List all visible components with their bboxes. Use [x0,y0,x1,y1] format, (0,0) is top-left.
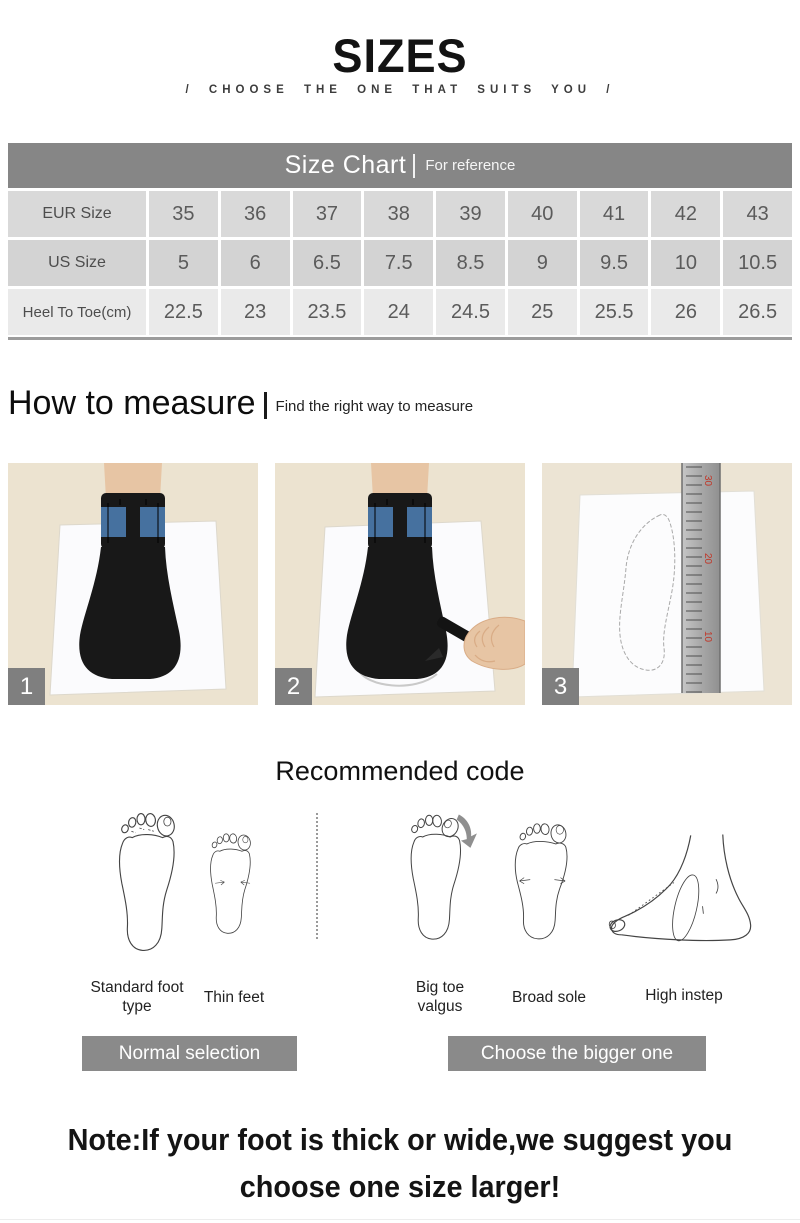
how-to-measure-title: How to measure [8,384,256,422]
foot-type-label-broad: Broad sole [511,989,587,1006]
bottom-divider [0,1219,800,1220]
size-chart-cell: 24 [364,289,433,335]
table-row [8,240,792,286]
size-chart-cell: 35 [149,191,218,237]
size-chart-title: Size Chart [284,151,407,179]
measure-step-photo-3 [542,463,792,705]
size-chart-cell: 22.5 [149,289,218,335]
size-chart-cell: 39 [436,191,505,237]
standard-foot-diagram [105,808,193,960]
size-chart-cell: 26 [651,289,720,335]
size-note-line2: choose one size larger! [239,1169,561,1204]
size-chart [8,143,792,340]
page-title: SIZES [332,29,468,82]
foot-type-label-instep: High instep [645,987,723,1004]
how-to-measure-heading [8,384,473,423]
size-chart-cell: 10.5 [723,240,792,286]
ruler-measuring-illustration [542,463,792,705]
broad-sole-diagram [506,806,580,960]
size-note-line1: Note:If your foot is thick or wide,we suggest you [67,1122,733,1157]
step-number-badge: 2 [275,668,312,705]
ruler-number-20: 20 [702,553,713,565]
big-toe-valgus-diagram [398,798,482,960]
ruler-number-10: 10 [702,631,713,643]
size-chart-cell: 36 [221,191,290,237]
size-chart-cell: 26.5 [723,289,792,335]
normal-selection-bar: Normal selection [82,1036,297,1071]
size-chart-row-label: Heel To Toe(cm) [8,289,146,335]
size-chart-header [8,143,792,188]
foot-type-label-thin: Thin feet [203,989,265,1006]
page-subtitle: / CHOOSE THE ONE THAT SUITS YOU / [185,84,615,96]
size-chart-cell: 43 [723,191,792,237]
measure-step-photo-1 [8,463,258,705]
size-chart-cell: 7.5 [364,240,433,286]
divider [264,392,267,419]
size-chart-bottom-rule [8,337,792,340]
step-number-badge: 1 [8,668,45,705]
divider [413,154,415,178]
tracing-foot-illustration [275,463,525,705]
size-chart-cell: 40 [508,191,577,237]
size-note [28,1116,772,1210]
size-chart-row-label: US Size [8,240,146,286]
size-chart-cell: 10 [651,240,720,286]
size-chart-cell: 6 [221,240,290,286]
thin-foot-diagram [200,811,264,959]
size-chart-cell: 42 [651,191,720,237]
foot-type-label-standard: Standard foot type [90,979,184,1016]
ruler-number-30: 30 [702,475,713,487]
size-chart-cell: 25 [508,289,577,335]
measure-step-photo-2 [275,463,525,705]
table-row [8,191,792,237]
choose-bigger-bar: Choose the bigger one [448,1036,706,1071]
size-chart-cell: 25.5 [580,289,649,335]
how-to-measure-subtitle: Find the right way to measure [275,398,474,415]
foot-on-paper-illustration [8,463,258,705]
size-chart-cell: 8.5 [436,240,505,286]
size-chart-reference-note: For reference [425,157,516,174]
size-chart-cell: 6.5 [293,240,362,286]
outward-arrows-icon [519,878,565,884]
size-chart-cell: 37 [293,191,362,237]
size-chart-cell: 23 [221,289,290,335]
size-chart-cell: 23.5 [293,289,362,335]
size-chart-cell: 9 [508,240,577,286]
group-divider [316,813,318,939]
size-chart-row-label: EUR Size [8,191,146,237]
step-number-badge: 3 [542,668,579,705]
size-chart-cell: 38 [364,191,433,237]
size-chart-cell: 9.5 [580,240,649,286]
size-chart-cell: 41 [580,191,649,237]
recommended-code-title: Recommended code [275,756,525,786]
foot-type-label-valgus: Big toe valgus [415,979,465,1016]
inward-arrows-icon [215,880,250,885]
high-instep-diagram [598,832,770,950]
size-chart-cell: 24.5 [436,289,505,335]
size-chart-cell: 5 [149,240,218,286]
table-row [8,289,792,335]
